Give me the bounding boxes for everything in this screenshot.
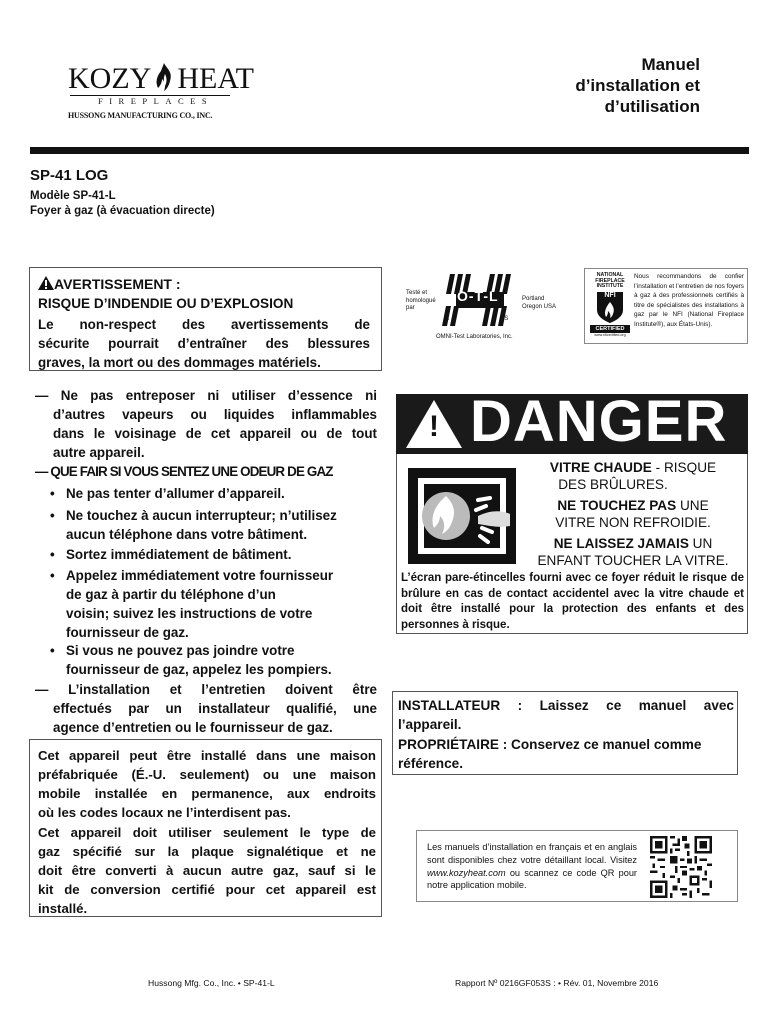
- bullet: •: [50, 547, 55, 562]
- bullet-text: Appelez immédiatement votre fournisseur: [66, 568, 334, 583]
- warning-subheading: RISQUE D’INDENDIE OU D’EXPLOSION: [38, 296, 294, 311]
- bullet-text: de gaz à partir du téléphone d’un: [66, 587, 276, 602]
- bullet-text: aucun téléphone dans votre bâtiment.: [66, 527, 308, 542]
- tested-by-label: [406, 290, 436, 313]
- nfi-recommendation: Nous recommandons de confier l’installation et l’entretien de nos foyers à gaz à des professionnels certifiés à titre de spécialistes des installations à gaz par le NFI (National Fireplace Institute®), aux États-Unis).: [634, 273, 744, 328]
- warning-body-line: sécurite pourrait d’entraîner des blessures: [38, 336, 370, 351]
- warning-item-line: — Ne pas entreposer ni utiliser d’essence ni: [35, 388, 377, 403]
- flame-icon: [153, 62, 175, 92]
- bullet-text: Si vous ne pouvez pas joindre votre: [66, 643, 295, 658]
- warning-body-line: Le non-respect des avertissements de: [38, 317, 370, 332]
- omni-mark: O-T-L: [457, 288, 499, 304]
- tested-by-line: Testé et: [406, 290, 428, 296]
- installer-label: INSTALLATEUR: [398, 698, 501, 713]
- header-rule: [30, 147, 749, 154]
- bullet-text: Ne pas tenter d’allumer d’appareil.: [66, 486, 285, 501]
- nfi-logo-certified: CERTIFIED: [590, 325, 630, 333]
- footer-right: Rapport Nº 0216GF053S : • Rév. 01, Novembre 2016: [455, 978, 659, 988]
- danger-line-bold: VITRE CHAUDE: [549, 460, 652, 475]
- warning-item-line: agence d’entretien ou le fournisseur de gaz.: [53, 720, 333, 735]
- nfi-certified-logo: [590, 273, 630, 339]
- installer-text: : Laissez ce manuel avec: [500, 698, 734, 713]
- logo-company: HUSSONG MANUFACTURING CO., INC.: [68, 111, 213, 120]
- nfi-logo-url: www.nficertified.org: [594, 333, 626, 337]
- bullet-text: Ne touchez à aucun interrupteur; n’utilisez: [66, 508, 337, 523]
- warning-item-line: autre appareil.: [53, 445, 145, 460]
- installer-line: l’appareil.: [398, 717, 462, 732]
- bullet: •: [50, 568, 55, 583]
- bullet-text: fournisseur de gaz, appelez les pompiers.: [66, 662, 332, 677]
- lab-name: OMNI-Test Laboratories, Inc.: [436, 334, 513, 340]
- warning-heading-text: AVERTISSEMENT :: [54, 276, 181, 292]
- manual-title-line: Manuel: [641, 55, 700, 74]
- danger-line-rest: UN: [688, 536, 713, 551]
- owner-line: référence.: [398, 756, 463, 771]
- mark-c: C: [445, 316, 450, 322]
- warning-body-line: graves, la mort ou des dommages matériels.: [38, 355, 321, 370]
- bullet: •: [50, 508, 55, 523]
- tested-by-line: par: [406, 305, 415, 311]
- manual-title-line: d’utilisation: [604, 97, 700, 116]
- manual-title: [480, 54, 700, 117]
- danger-line: DES BRÛLURES.: [558, 477, 668, 492]
- warning-heading: [38, 275, 370, 294]
- model-title: SP-41 LOG: [30, 167, 109, 184]
- danger-title: DANGER: [470, 389, 728, 454]
- manuals-note-text: ou scannez ce code QR pour notre application mobile.: [427, 867, 637, 891]
- warning-item-line: — L’installation et l’entretien doivent être: [35, 682, 377, 697]
- mobile-home-line: Cet appareil peut être installé dans une maison: [38, 748, 376, 763]
- mobile-home-line: préfabriquée (É.-U. seulement) ou une maison: [38, 767, 376, 782]
- footer-left: Hussong Mfg. Co., Inc. • SP-41-L: [148, 978, 275, 988]
- danger-line-bold: NE TOUCHEZ PAS: [557, 498, 677, 513]
- nfi-logo-line: FIREPLACE: [595, 277, 625, 284]
- company-logo: [68, 62, 254, 96]
- danger-line: [520, 535, 746, 552]
- bullet-text: Sortez immédiatement de bâtiment.: [66, 547, 292, 562]
- mobile-home-line: où les codes locaux ne l’interdisent pas.: [38, 805, 291, 820]
- gas-type-line: installé.: [38, 901, 88, 916]
- bullet-text: fournisseur de gaz.: [66, 625, 189, 640]
- danger-line-bold: NE LAISSEZ JAMAIS: [553, 536, 689, 551]
- danger-line-rest: UNE: [676, 498, 709, 513]
- danger-line: ENFANT TOUCHER LA VITRE.: [537, 553, 729, 568]
- danger-exclamation: !: [429, 410, 439, 443]
- logo-left-text: KOZY: [68, 62, 152, 95]
- model-number: Modèle SP-41-L: [30, 190, 116, 202]
- website-link[interactable]: www.kozyheat.com: [427, 867, 506, 878]
- lab-location-line: Oregon USA: [522, 303, 557, 310]
- logo-right-text: HEAT: [177, 62, 254, 95]
- warning-item-line: effectués par un installateur qualifié, une: [53, 701, 377, 716]
- spark-screen-note: L’écran pare-étincelles fourni avec ce foyer réduit le risque de brûlure en cas de contact accidentel avec la vitre chaude et doit être installé pour la protection des enfants et des personnes à risque.: [401, 572, 744, 631]
- warning-item-line: d’autres vapeurs ou liquides inflammables: [53, 407, 377, 422]
- nfi-logo-line: NATIONAL: [596, 272, 624, 278]
- owner-label: PROPRIÉTAIRE: [398, 737, 499, 752]
- danger-line: [520, 459, 746, 476]
- bullet: •: [50, 486, 55, 501]
- logo-subtitle: FIREPLACES: [98, 96, 214, 106]
- nfi-logo-line: INSTITUTE: [596, 283, 624, 290]
- danger-line-rest: - RISQUE: [651, 460, 717, 475]
- mark-us: US: [500, 316, 509, 322]
- lab-location: [522, 296, 556, 311]
- gas-type-line: gaz spécifié sur la plaque signalétique et ne: [38, 844, 376, 859]
- owner-line: [398, 735, 734, 755]
- installer-line: [398, 696, 734, 716]
- manuals-note-text: Les manuels d’installation en français et en anglais sont disponibles chez votre détaillant local. Visitez: [427, 842, 637, 865]
- mobile-home-line: mobile installée en permanence, aux endroits: [38, 786, 376, 801]
- gas-type-line: doit être converti à aucun autre gaz, sauf si le: [38, 863, 376, 878]
- danger-line: VITRE NON REFROIDIE.: [555, 515, 711, 530]
- warning-item-line: dans le voisinage de cet appareil ou de tout: [53, 426, 377, 441]
- manual-title-line: d’installation et: [575, 76, 700, 95]
- qr-code-icon[interactable]: [650, 836, 712, 898]
- manuals-note: [427, 841, 637, 892]
- nfi-logo-mid: NFI: [604, 292, 616, 299]
- model-description: Foyer à gaz (à évacuation directe): [30, 205, 215, 217]
- lab-location-line: Portland: [522, 296, 545, 302]
- gas-odor-heading: — QUE FAIR SI VOUS SENTEZ UNE ODEUR DE GAZ: [35, 464, 333, 479]
- danger-line: [520, 497, 746, 514]
- gas-type-line: kit de conversion certifié pour cet appareil est: [38, 882, 376, 897]
- hot-glass-icon: [406, 466, 518, 566]
- owner-text: : Conservez ce manuel comme: [498, 737, 702, 752]
- warning-triangle-icon: [38, 276, 54, 290]
- bullet-text: voisin; suivez les instructions de votre: [66, 606, 313, 621]
- gas-type-line: Cet appareil doit utiliser seulement le type de: [38, 825, 376, 840]
- bullet: •: [50, 643, 55, 658]
- tested-by-line: homologué: [406, 297, 436, 304]
